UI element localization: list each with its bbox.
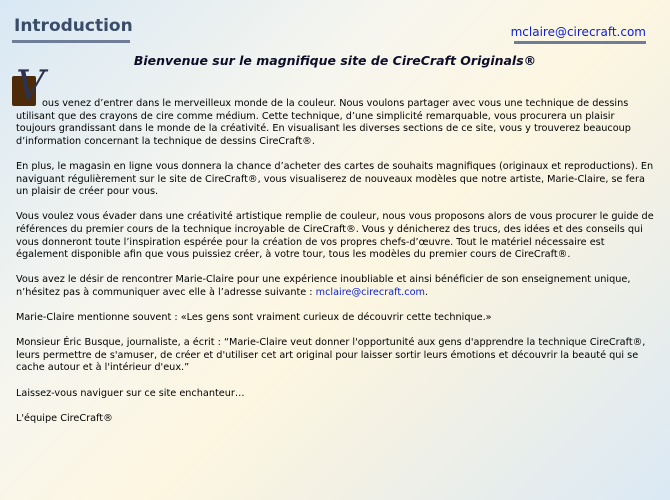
paragraph-quote: Marie-Claire mentionne souvent : «Les gens sont vraiment curieux de découvrir cette technique.» [16,312,492,324]
contact-end: . [424,286,429,298]
email-link-body[interactable]: mclaire@cirecraft.com [315,286,425,298]
page-header [0,0,670,46]
paragraph-contact [16,274,656,299]
welcome-heading: Bienvenue sur le magnifique site de CireCraft Originals® [133,53,537,68]
title-underline [12,40,130,43]
paragraph-guide: Vous voulez vous évader dans une créativité artistique remplie de couleur, nous vous proposons alors de vous procurer le guide de références du premier cours de la technique incroyable de CireCraft®. Vous y dénicherez des trucs, des idées et des conseils qui vous donneront toute l’inspiration espérée pour la création de vos propres chefs-d’œuvre. Tout le matériel nécessaire est également disponible afin que vous puissiez créer, à votre tour, tous les modèles du premier cours de CireCraft®. [16,211,654,261]
page-title: Introduction [14,16,133,36]
paragraph-invite: Laissez-vous naviguer sur ce site enchanteur… [16,387,245,399]
email-link-header[interactable]: mclaire@cirecraft.com [510,25,646,39]
intro-content [16,98,656,438]
dropcap-letter: V [16,63,45,109]
contact-text: Vous avez le désir de rencontrer Marie-Claire pour une expérience inoubliable et ainsi bénéficier de son enseignement unique, n’hésitez pas à communiquer avec elle à l’adresse suivante : [16,274,631,298]
paragraph-journalist: Monsieur Éric Busque, journaliste, a écrit : “Marie-Claire veut donner l'opportunité aux gens d'apprendre la technique CireCraft®, leurs permettre de s'amuser, de créer et d'utiliser cet art original pour laisser sortir leurs émotions et découvrir la beauté qui se cache autour et à l'intérieur d'eux.” [16,337,646,374]
paragraph-intro: ous venez d’entrer dans le merveilleux monde de la couleur. Nous voulons partager avec vous une technique de dessins utilisant que des crayons de cire comme médium. Cette technique, d’une simplicité remarquable, vous procurera un plaisir toujours grandissant dans le monde de la créativité. En visualisant les diverses sections de ce site, vous y trouverez beaucoup d’information concernant la technique de dessins CireCraft®. [16,98,631,147]
paragraph-signature: L'équipe CireCraft® [16,412,113,424]
paragraph-store: En plus, le magasin en ligne vous donnera la chance d’acheter des cartes de souhaits magnifiques (originaux et reproductions). En naviguant régulièrement sur le site de CireCraft®, vous visualiserez de nouveaux modèles que notre artiste, Marie-Claire, se fera un plaisir de créer pour vous. [16,160,654,198]
email-underline [514,41,646,44]
